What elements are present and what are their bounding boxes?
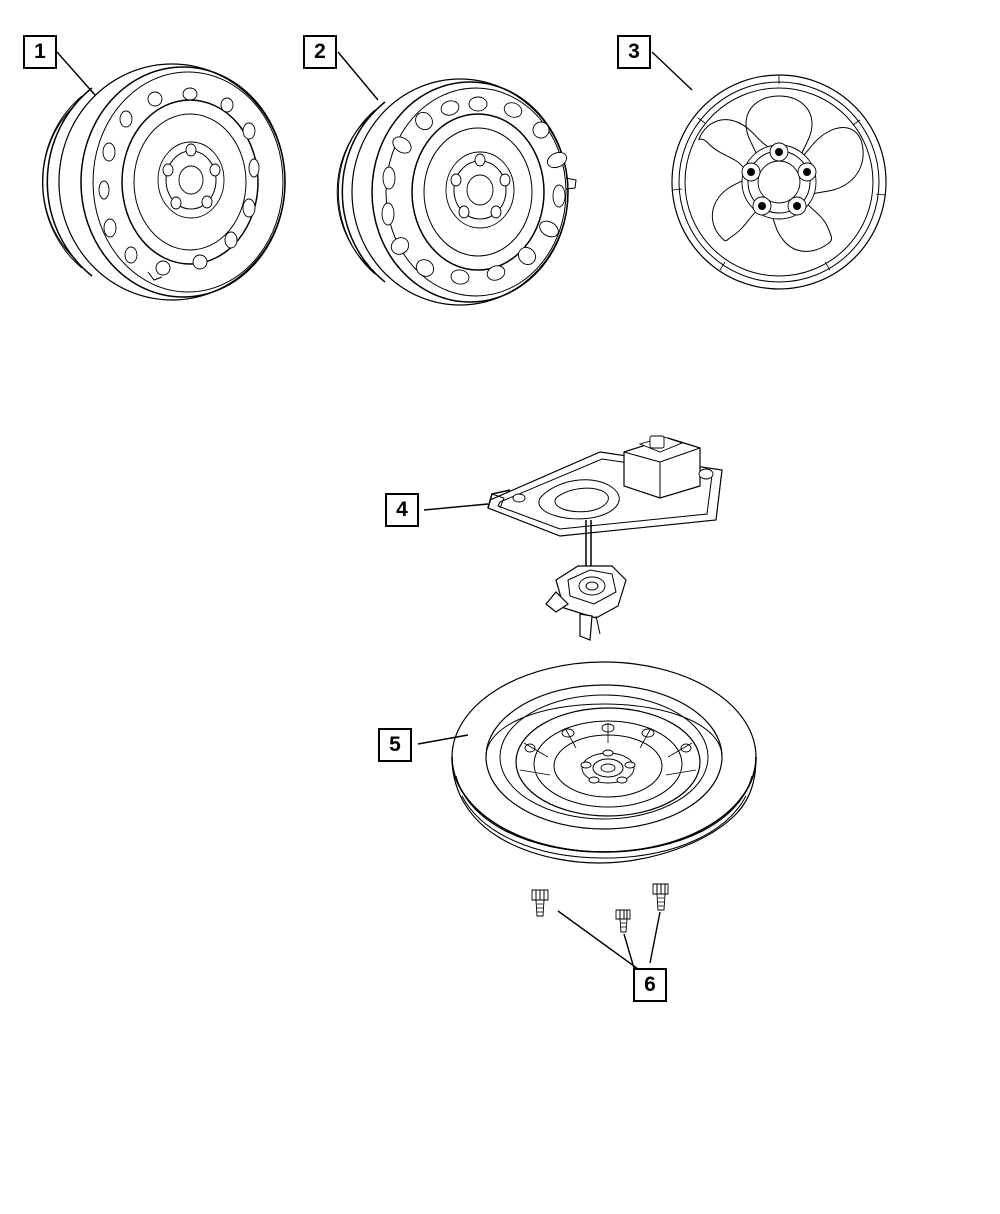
callout-3-label: 3 bbox=[628, 40, 640, 63]
callout-6-label: 6 bbox=[644, 973, 656, 996]
callout-1[interactable] bbox=[23, 35, 57, 69]
callout-5[interactable] bbox=[378, 728, 412, 762]
part-4-spare-tire-carrier bbox=[424, 436, 722, 640]
callout-4[interactable] bbox=[385, 493, 419, 527]
part-1-steel-wheel bbox=[42, 52, 285, 300]
callout-3[interactable] bbox=[617, 35, 651, 69]
part-2-steel-wheel bbox=[337, 52, 576, 305]
callout-5-label: 5 bbox=[389, 733, 401, 756]
part-3-styled-wheel bbox=[652, 52, 886, 289]
callout-4-label: 4 bbox=[396, 498, 408, 521]
callout-1-label: 1 bbox=[34, 40, 46, 63]
part-5-compact-spare bbox=[418, 662, 756, 863]
callout-6[interactable] bbox=[633, 968, 667, 1002]
part-6-bolts bbox=[532, 884, 668, 975]
callout-2[interactable] bbox=[303, 35, 337, 69]
callout-2-label: 2 bbox=[314, 40, 326, 63]
